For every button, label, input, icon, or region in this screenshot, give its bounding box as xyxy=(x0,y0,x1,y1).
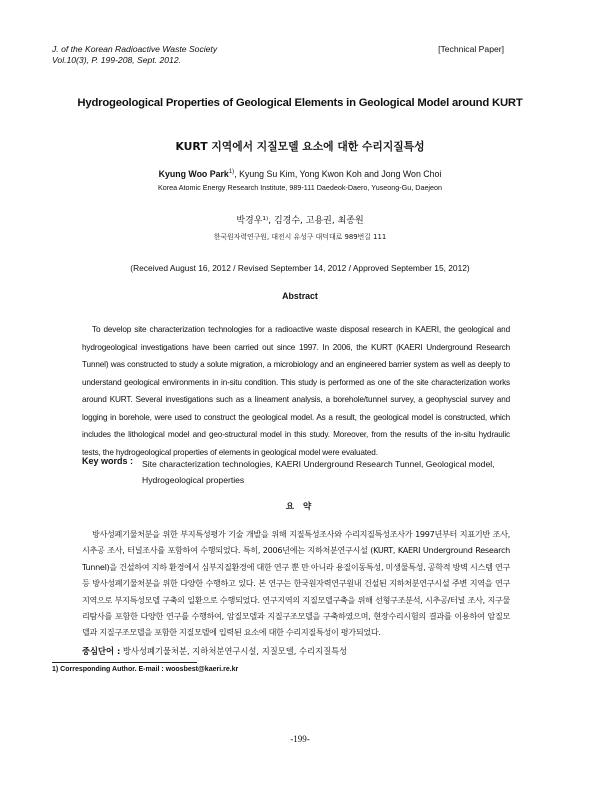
abstract-heading: Abstract xyxy=(282,291,318,301)
korean-abstract-text: 방사성폐기물처분을 위한 부지특성평가 기술 개발을 위해 지질특성조사와 수리지질특성조사가 1997년부터 지표기반 조사, 시추공 조사, 터널조사를 포함하여 수행되었다. 특히, 2006년에는 지하처분연구시설 (KURT, KAERI Underground Research Tunnel)을 건설하여 지하 환경에서 심부지질환경에 대한 연구 뿐 만 아니라 용질이동특성, 미생물특성, 공학적 방벽 시스템 연구 등 방사성폐기물처분을 위한 다양한 수행하고 있다. 본 연구는 한국원자력연구원내 건설된 지하처분연구시설 주변 지역을 연구지역으로 부지특성모델 구축의 일환으로 수행되었다. 연구지역의 지질모델구축을 위해 선형구조분석, 시추공/터널 조사, 지구물리탐사를 포함한 다양한 연구를 수행하여, 암질모델과 지질구조모델을 구축하였으며, 현장수리시험의 결과를 이용하여 암질모델과 지질구조모델을 포함한 지질모델에 입력된 요소에 대한 수리지질특성이 평가되었다. xyxy=(82,529,510,638)
corresponding-mark: 1) xyxy=(228,169,235,176)
affiliation: Korea Atomic Energy Research Institute, 989-111 Daedeok-Daero, Yuseong-Gu, Daejeon xyxy=(157,183,443,192)
paper-type: [Technical Paper] xyxy=(438,44,504,54)
title-korean: KURT 지역에서 지질모델 요소에 대한 수리지질특성 xyxy=(175,140,425,153)
author-line-korean: 박경우¹⁾, 김경수, 고용권, 최종원 xyxy=(236,216,364,226)
keywords-text: Site characterization technologies, KAERI Underground Research Tunnel, Geological model, Hydrogeological properties xyxy=(142,459,495,485)
journal-citation xyxy=(52,44,217,66)
korean-keywords-text: 방사성폐기물처분, 지하처분연구시설, 지질모델, 수리지질특성 xyxy=(120,646,348,656)
korean-abstract-heading: 요 약 xyxy=(285,502,315,512)
journal-volume: Vol.10(3), P. 199-208, Sept. 2012. xyxy=(52,55,181,65)
abstract-text: To develop site characterization technologies for a radioactive waste disposal research in KAERI, the geological and hydrogeological investigations have been carried out since 1997. In 2006, the KURT (KAERI Underground Research Tunnel) was constructed to study a solute migration, a microbiology and an engineered barrier system as well as deeply to understand geological environments in in-situ condition. This study is performed as one of the site characterization works around KURT. Several investigations such as a lineament analysis, a borehole/tunnel survey, a geophyscial survey and logging in borehole, were used to construct the geological model. As a result, the geological model is constructed, which includes the lithological model and geo-structural model in this study. Moreover, from the results of the in-situ hydraulic tests, the hydrogeological properties of elements in geological model were evaluated. xyxy=(82,325,510,457)
coauthors: , Kyung Su Kim, Yong Kwon Koh and Jong Won Choi xyxy=(234,169,442,179)
footnote: 1) Corresponding Author. E-mail : woosbest@kaeri.re.kr xyxy=(52,666,239,673)
page-number: -199- xyxy=(290,734,310,744)
journal-name: J. of the Korean Radioactive Waste Society xyxy=(52,44,218,54)
korean-keywords-label: 중심단어 : xyxy=(82,646,121,656)
keywords-label: Key words : xyxy=(82,456,134,466)
affiliation-korean: 한국원자력연구원, 대전시 유성구 대덕대로 989번길 111 xyxy=(213,233,387,241)
footnote-divider xyxy=(52,662,197,663)
title-english: Hydrogeological Properties of Geological Elements in Geological Model around KURT xyxy=(77,97,523,109)
author-line xyxy=(60,169,540,179)
submission-dates: (Received August 16, 2012 / Revised September 14, 2012 / Approved September 15, 2012) xyxy=(130,263,470,273)
korean-keywords xyxy=(82,645,347,657)
first-author: Kyung Woo Park xyxy=(158,169,229,179)
